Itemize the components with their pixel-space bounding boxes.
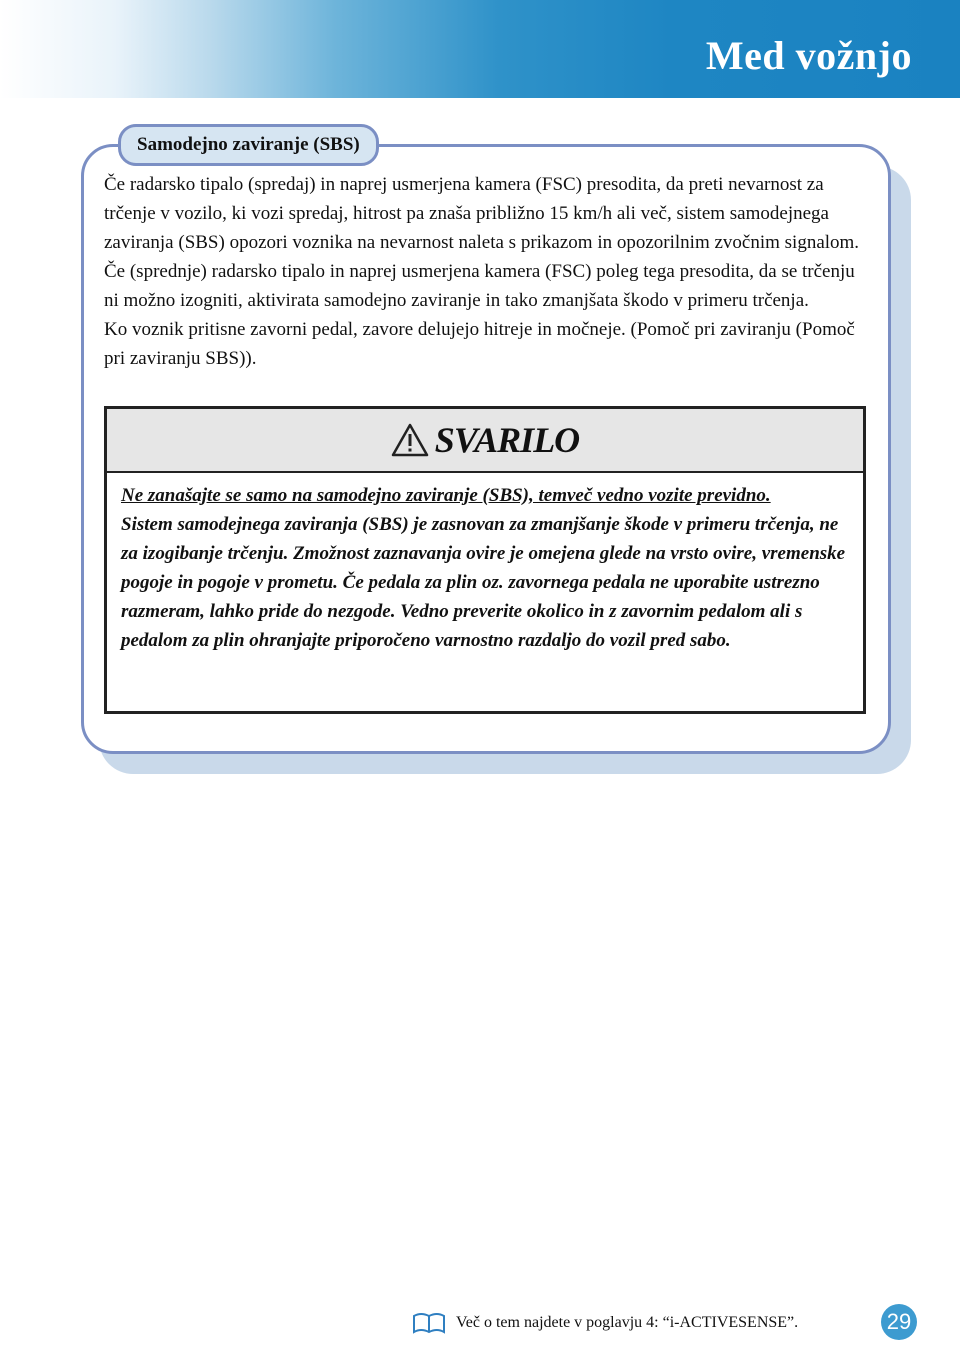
intro-text <box>104 170 864 373</box>
book-icon <box>412 1311 446 1335</box>
warning-label: SVARILO <box>434 420 580 460</box>
warning-header <box>107 409 863 473</box>
warning-triangle-icon <box>391 423 429 457</box>
intro-paragraph: Če radarsko tipalo (spredaj) in naprej usmerjena kamera (FSC) presodita, da preti nevarnost za trčenje v vozilo, ki vozi spredaj, hitrost pa znaša približno 15 km/h ali več, sistem samodejnega zaviranja (SBS) opozori voznika na nevarnost naleta s prikazom in opozorilnim zvočnim signalom. Če (sprednje) radarsko tipalo in naprej usmerjena kamera (FSC) poleg tega presodita, da se trčenju ni možno izogniti, aktivirata samodejno zaviranje in tako zmanjšata škodo v primeru trčenja. <box>104 174 860 311</box>
footer-reference-text: Več o tem najdete v poglavju 4: “i-ACTIVESENSE”. <box>456 1314 799 1331</box>
footer-reference <box>412 1308 798 1338</box>
warning-body <box>107 473 863 655</box>
section-tab-label: Samodejno zaviranje (SBS) <box>137 134 360 155</box>
section-tab <box>118 124 379 166</box>
warning-underlined-text: Ne zanašajte se samo na samodejno zaviranje (SBS), temveč vedno vozite previdno. <box>121 485 771 506</box>
warning-box <box>104 406 866 714</box>
warning-body-text: Sistem samodejnega zaviranja (SBS) je zasnovan za zmanjšanje škode v primeru trčenja, ne za izogibanje trčenju. Zmožnost zaznavanja ovire je omejena glede na vrsto ovire, vremenske pogoje in pogoje v prometu. Če pedala za plin oz. zavornega pedala ne uporabite ustrezno razmeram, lahko pride do nezgode. Vedno preverite okolico in z zavornim pedalom ali s pedalom za plin ohranjajte priporočeno varnostno razdaljo do vozil pred sabo. <box>121 514 846 651</box>
intro-paragraph: Ko voznik pritisne zavorni pedal, zavore delujejo hitreje in močneje. (Pomoč pri zaviranju (Pomoč pri zaviranju SBS)). <box>104 319 855 369</box>
page-number: 29 <box>881 1304 917 1340</box>
page-title: Med vožnjo <box>705 33 912 78</box>
